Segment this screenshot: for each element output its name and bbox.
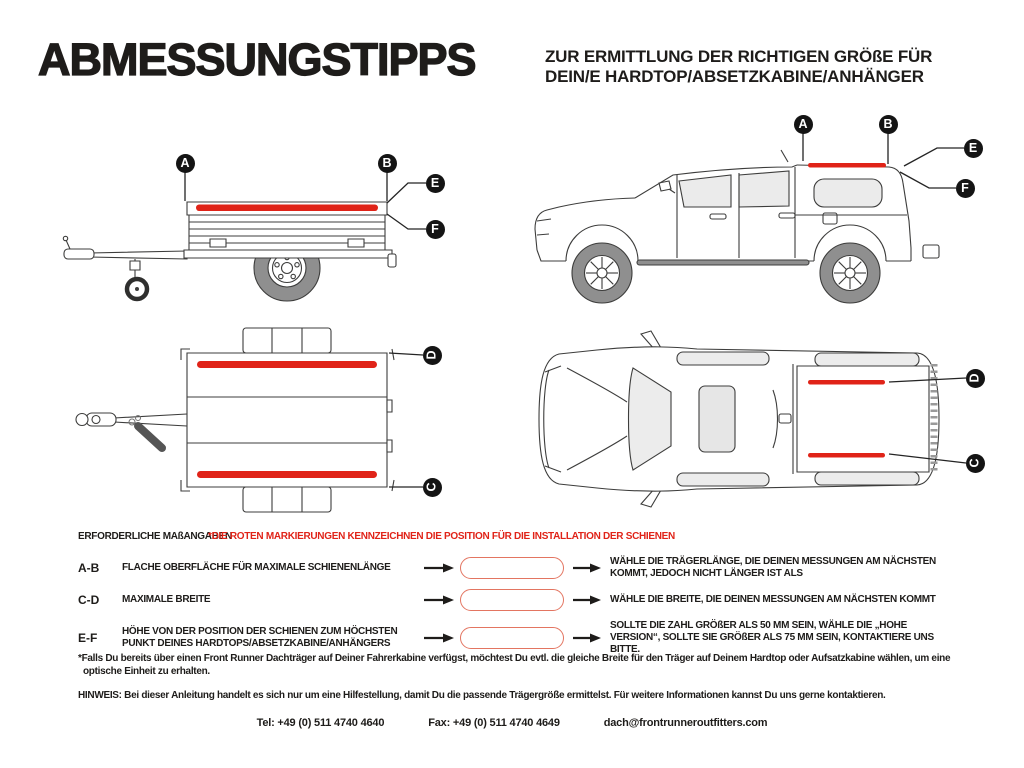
page-subtitle [545,47,932,87]
trailer-handbrake-lever [138,426,162,448]
marker-e [964,139,983,158]
truck-rear-wheel [820,243,880,303]
trailer-box-top [187,353,387,487]
marker-d [423,346,442,365]
marker-a-letter: A [180,156,190,170]
trailer-top-view-diagram [40,322,480,527]
marker-b-letter: B [382,156,392,170]
contact-email: dach@frontrunneroutfitters.com [603,717,768,729]
hint-text: HINWEIS: Bei dieser Anleitung handelt es sich nur um eine Hilfestellung, damit Du die passende Trägergröße ermittelst. Für weitere Informationen kannst Du uns gerne kontaktieren. [78,690,886,701]
row-ab-code: A-B [78,561,100,575]
rail-position-stripe [808,380,885,385]
marker-f [956,179,975,198]
truck-hardtop [795,163,907,215]
row-ab-instruction: WÄHLE DIE TRÄGERLÄNGE, DIE DEINEN MESSUNGEN AM NÄCHSTEN KOMMT, JEDOCH NICHT LÄNGER IST ALS [610,556,936,579]
trailer-drawbar [90,251,187,259]
marker-f [426,220,445,239]
hardtop-window [814,179,882,207]
measurement-rows [78,556,1016,656]
trailer-fender-bottom [243,487,331,512]
marker-e [426,174,445,193]
contact-tel: Tel: +49 (0) 511 4740 4640 [256,717,385,729]
marker-c-letter: C [968,458,982,468]
marker-d [966,369,985,388]
truck-side-step [637,260,809,265]
trailer-tail-light [388,254,396,267]
page-title: ABMESSUNGSTIPPS [38,34,476,85]
trailer-side-illustration [40,113,480,318]
measurement-entry-pill [460,557,564,579]
truck-side-view-diagram [527,103,1007,313]
trailer-fender-top [243,328,331,353]
arrow-right-icon [564,563,610,573]
marker-c [966,454,985,473]
trailer-frame [184,250,392,258]
row-cd-instruction: WÄHLE DIE BREITE, DIE DEINEN MESSUNGEN AM NÄCHSTEN KOMMT [610,594,936,605]
contact-fax: Fax: +49 (0) 511 4740 4649 [428,717,560,729]
row-cd-code: C-D [78,593,100,607]
trailer-coupler [64,249,94,259]
marker-f-letter: F [431,222,439,236]
rail-position-stripe [196,205,378,212]
row-cd-description: MAXIMALE BREITE [122,594,211,605]
trailer-side-view-diagram [40,113,480,318]
marker-a [794,115,813,134]
marker-b-letter: B [883,117,893,131]
row-ab-description: FLACHE OBERFLÄCHE FÜR MAXIMALE SCHIENENLÄNGE [122,562,391,573]
footnote-text: *Falls Du bereits über einen Front Runner Dachträger auf Deiner Fahrerkabine verfügst, möchtest Du evtl. die gleiche Breite für den Träger auf Deinem Hardtop oder Aufsatzkabine wählen, um eine optische Einheit zu erhalten. [78,653,951,677]
arrow-right-icon [564,595,610,605]
required-measurements-heading: ERFORDERLICHE MAßANGABEN [78,531,232,542]
truck-rear-bumper [923,245,939,258]
marker-f-letter: F [961,181,969,195]
rail-position-stripe [808,453,885,458]
measurement-entry-pill [460,589,564,611]
red-markings-note: *DIE ROTEN MARKIERUNGEN KENNZEICHNEN DIE POSITION FÜR DIE INSTALLATION DER SCHIENEN [208,531,675,542]
cab-side-window [677,473,769,486]
contact-footer [0,717,1024,729]
rail-position-stripe [808,163,886,168]
antenna [781,150,788,162]
row-ef-description: HÖHE VON DER POSITION DER SCHIENEN ZUM HÖCHSTEN PUNKT DEINES HARDTOPS/ABSETZKABINE/ANHÄNGERS [122,626,398,649]
row-ef-instruction: SOLLTE DIE ZAHL GRÖßER ALS 50 MM SEIN, WÄHLE DIE „HOHE VERSION“, SOLLTE SIE GRÖßER ALS 75 MM SEIN, KONTAKTIERE UNS BITTE. [610,620,934,655]
trailer-top-illustration [40,322,480,527]
marker-d-letter: D [968,373,982,383]
marker-b [378,154,397,173]
cab-side-window [677,352,769,365]
marker-e-letter: E [430,176,440,190]
marker-c-letter: C [425,482,439,492]
truck-top-illustration [527,328,1007,523]
marker-b [879,115,898,134]
truck-side-illustration [527,103,1007,313]
trailer-drawbar [114,414,187,426]
hardtop-side-window [815,353,919,366]
marker-a [176,154,195,173]
rail-position-stripe [197,471,377,478]
row-ef-code: E-F [78,631,98,645]
arrow-right-icon [418,595,460,605]
truck-top-view-diagram [527,328,1007,523]
subtitle-line-2: DEIN/E HARDTOP/ABSETZKABINE/ANHÄNGER [545,67,924,86]
arrow-right-icon [418,563,460,573]
marker-e-letter: E [968,141,978,155]
marker-c [423,478,442,497]
marker-a-letter: A [798,117,808,131]
marker-leader-lines [389,353,423,487]
trailer-coupler [86,413,116,426]
arrow-right-icon [564,633,610,643]
side-mirror [659,181,675,193]
measurement-entry-pill [460,627,564,649]
arrow-right-icon [418,633,460,643]
marker-d-letter: D [425,350,439,360]
rail-position-stripe [197,361,377,368]
subtitle-line-1: ZUR ERMITTLUNG DER RICHTIGEN GRÖßE FÜR [545,47,933,66]
sunroof [699,386,735,452]
truck-front-wheel [572,243,632,303]
hardtop-side-window [815,472,919,485]
